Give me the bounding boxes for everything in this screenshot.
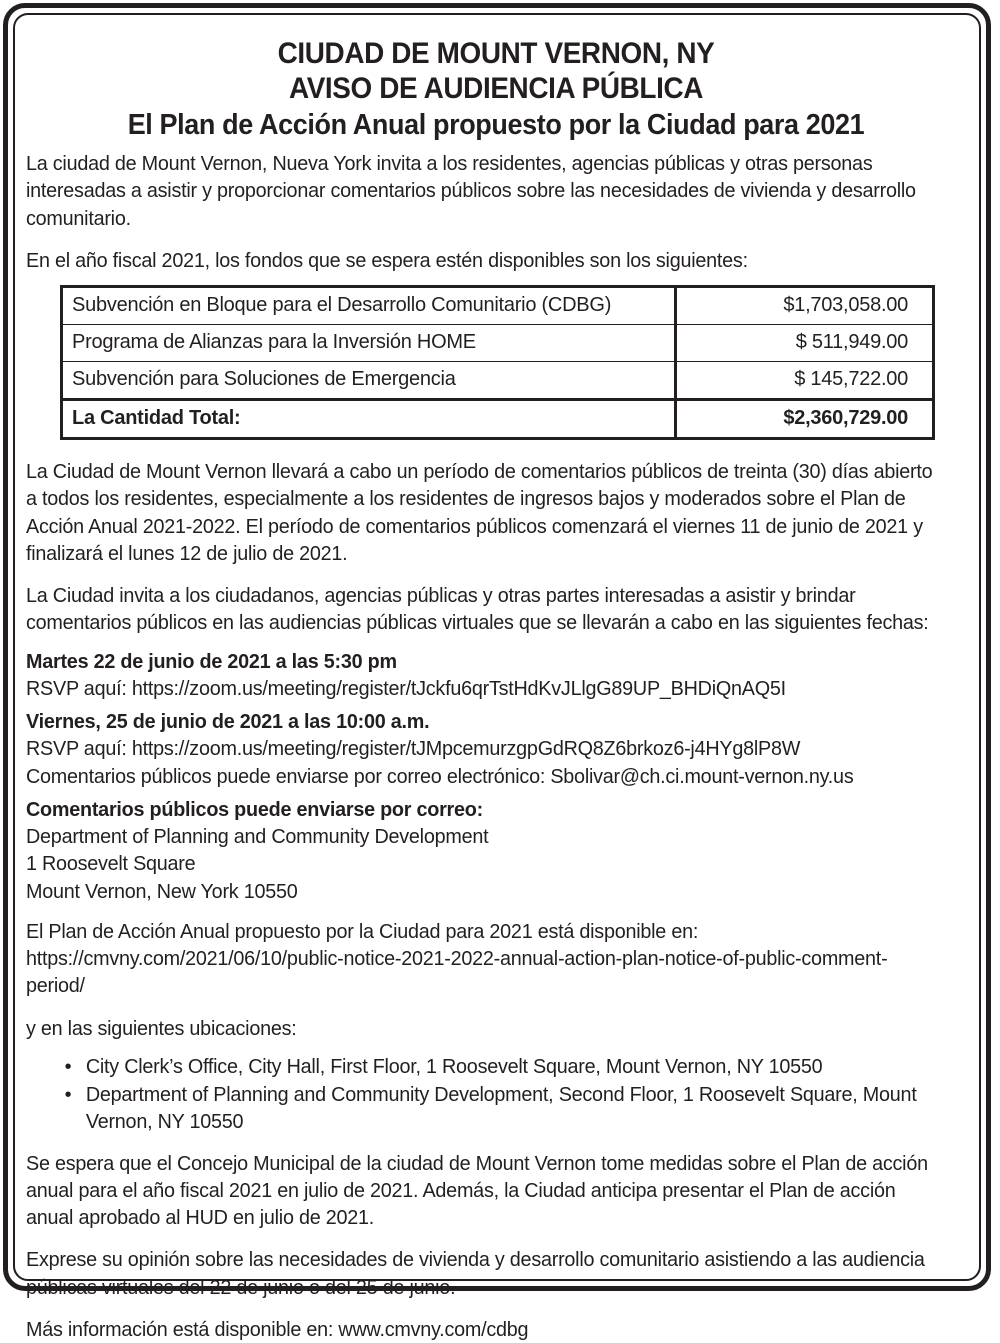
mail-address-line-3: Mount Vernon, New York 10550 — [26, 879, 298, 903]
fund-label: Subvención en Bloque para el Desarrollo Comunitario (CDBG) — [62, 287, 676, 325]
fund-label: Subvención para Soluciones de Emergencia — [62, 362, 676, 400]
hearing-1-date: Martes 22 de junio de 2021 a las 5:30 pm — [26, 649, 397, 673]
heading-line-plan-title: El Plan de Acción Anual propuesto por la Ciudad para 2021 — [127, 108, 865, 141]
invitation-paragraph: La Ciudad invita a los ciudadanos, agencias públicas y otras partes interesadas a asistir y brindar comentarios públicos en las audiencias públicas virtuales que se llevarán a cabo en las siguientes fechas: — [26, 584, 929, 635]
funding-table-wrapper — [26, 285, 966, 440]
bullet-icon: • — [64, 1054, 72, 1078]
spacer — [26, 905, 966, 918]
list-item-label: City Clerk’s Office, City Hall, First Floor, 1 Roosevelt Square, Mount Vernon, NY 10550 — [85, 1054, 823, 1078]
hearing-2-rsvp-link[interactable]: RSVP aquí: https://zoom.us/meeting/register/tJMpcemurzgpGdRQ8Z6brkoz6-j4HYg8lP8W — [26, 737, 801, 761]
public-notice-document — [26, 14, 966, 1343]
heading-line-city: CIUDAD DE MOUNT VERNON, NY — [277, 37, 715, 70]
council-action-paragraph: Se espera que el Concejo Municipal de la ciudad de Mount Vernon tome medidas sobre el Plan de acción anual para el año fiscal 2021 en julio de 2021. Además, la Ciudad anticipa presentar el Plan de acción anual aprobado al HUD en julio de 2021. — [26, 1151, 928, 1229]
fund-amount: $1,703,058.00 — [676, 287, 934, 325]
list-item-label: Department of Planning and Community Development, Second Floor, 1 Roosevelt Square, Mount Vernon, NY 10550 — [85, 1083, 917, 1134]
email-comments-line[interactable]: Comentarios públicos puede enviarse por correo electrónico: Sbolivar@ch.ci.mount-vernon.ny.us — [26, 764, 854, 788]
locations-list — [26, 1053, 966, 1136]
mail-comments-heading: Comentarios públicos puede enviarse por correo: — [26, 797, 483, 821]
funding-intro-paragraph: En el año fiscal 2021, los fondos que se espera estén disponibles son los siguientes: — [26, 248, 748, 272]
list-item — [26, 1081, 933, 1136]
table-row — [62, 325, 934, 362]
list-item — [26, 1053, 933, 1080]
total-label: La Cantidad Total: — [62, 400, 676, 439]
mail-address-line-1: Department of Planning and Community Development — [26, 825, 489, 848]
hearing-1-rsvp-link[interactable]: RSVP aquí: https://zoom.us/meeting/register/tJckfu6qrTstHdKvJLlgG89UP_BHDiQnAQ5I — [26, 676, 786, 700]
bullet-icon: • — [64, 1083, 72, 1106]
locations-intro: y en las siguientes ubicaciones: — [26, 1016, 297, 1040]
intro-paragraph: La ciudad de Mount Vernon, Nueva York invita a los residentes, agencias públicas y otras personas interesadas a asistir y proporcionar comentarios públicos sobre las necesidades de vivienda y desarrollo comunitario. — [26, 152, 916, 230]
more-info-paragraph[interactable]: Más información está disponible en: www.cmvny.com/cdbg — [26, 1317, 529, 1341]
plan-availability-paragraph[interactable]: El Plan de Acción Anual propuesto por la Ciudad para 2021 está disponible en: https://cmvny.com/2021/06/10/public-notice-2021-2022-annual-action-plan-notice-of-public-comment-period/ — [26, 919, 888, 998]
table-row — [62, 362, 934, 400]
funding-table — [60, 285, 935, 440]
heading-line-notice-type: AVISO DE AUDIENCIA PÚBLICA — [288, 72, 704, 106]
mail-address-line-2: 1 Roosevelt Square — [26, 852, 196, 876]
table-row-total — [62, 400, 934, 439]
table-row — [62, 287, 934, 325]
total-amount: $2,360,729.00 — [676, 400, 934, 439]
fund-amount: $ 511,949.00 — [676, 325, 934, 362]
hearing-2-date: Viernes, 25 de junio de 2021 a las 10:00 a.m. — [26, 710, 430, 733]
participation-paragraph: Exprese su opinión sobre las necesidades de vivienda y desarrollo comunitario asistiendo a las audiencia públicas virtuales del 22 de junio o del 25 de junio. — [26, 1248, 925, 1299]
fund-amount: $ 145,722.00 — [676, 362, 934, 400]
comment-period-paragraph: La Ciudad de Mount Vernon llevará a cabo un período de comentarios públicos de treinta (30) días abierto a todos los residentes, especialmente a los residentes de ingresos bajos y moderados sobre el Plan de Acción Anual 2021-2022. El período de comentarios públicos comenzará el viernes 11 de junio de 2021 y finalizará el lunes 12 de julio de 2021. — [26, 460, 933, 565]
fund-label: Programa de Alianzas para la Inversión HOME — [62, 325, 676, 362]
notice-heading — [26, 14, 966, 150]
